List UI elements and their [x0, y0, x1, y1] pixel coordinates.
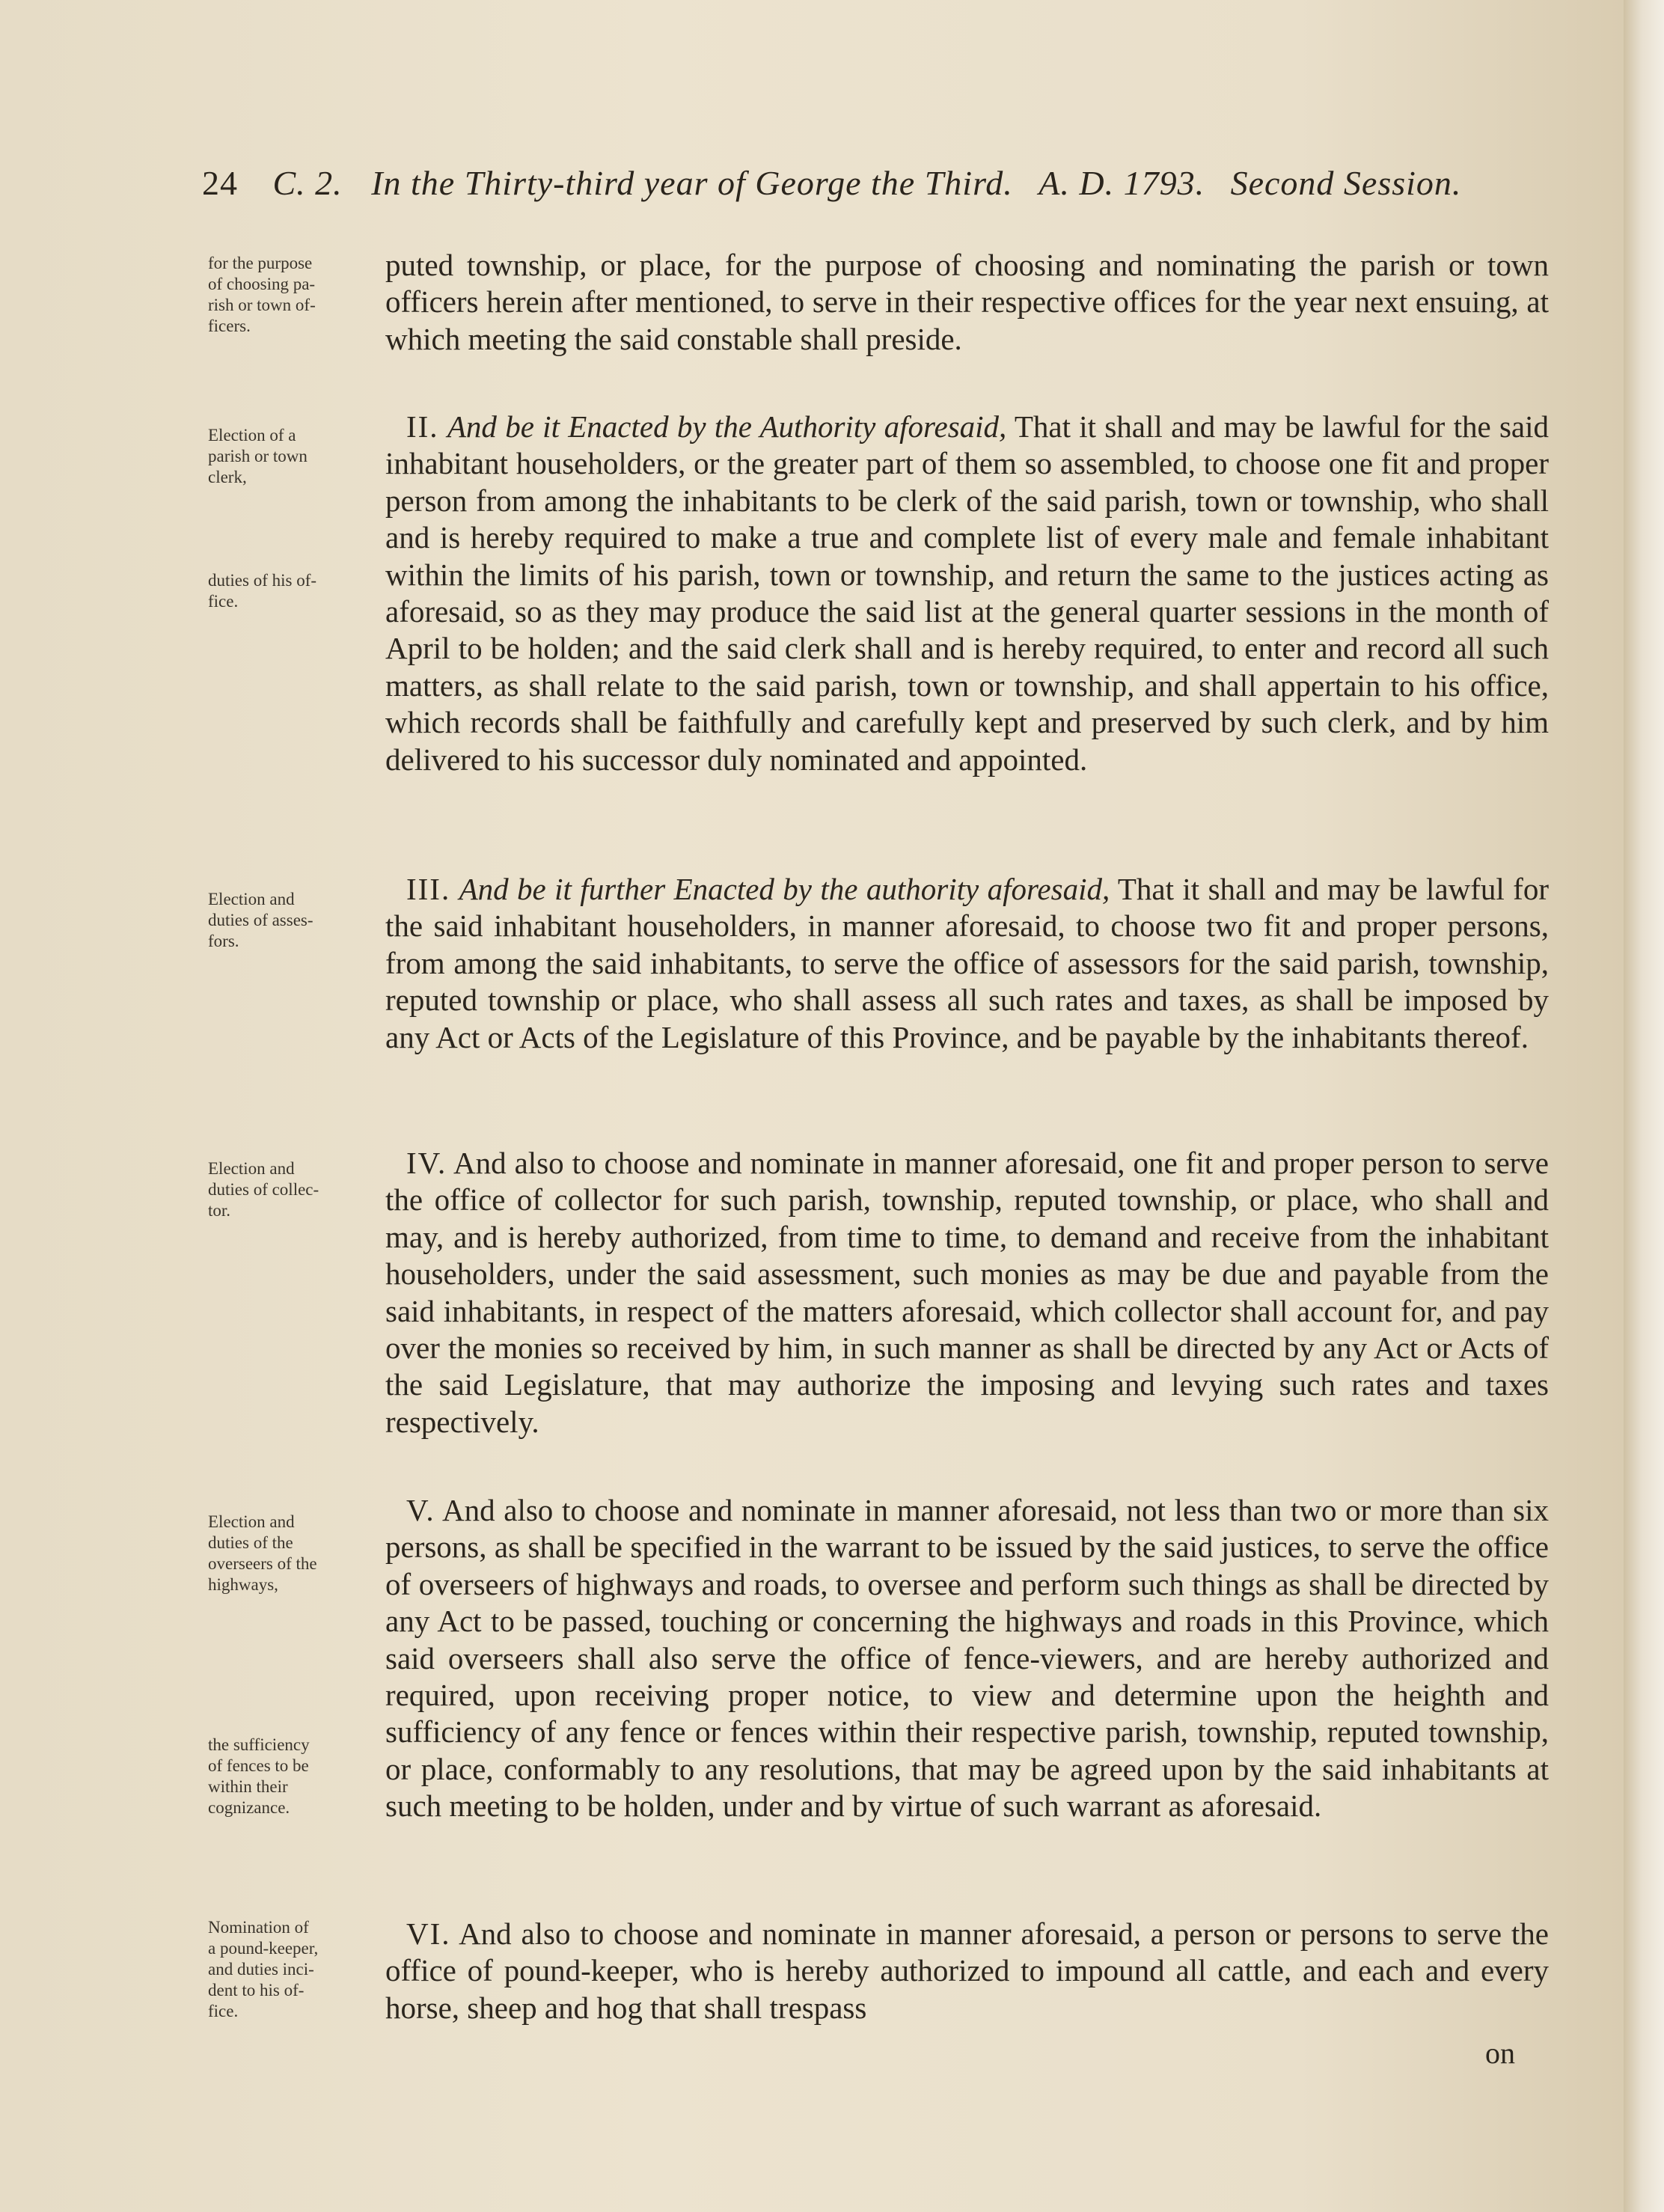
section-text: That it shall and may be lawful for the said inhabitant householders, or the greater part of them so assembled, to choose one fit and proper person from among the inhabitants to be clerk of the said parish, town or township, who shall and is hereby required to make a true and complete list of every male and female inhabitant within the limits of his parish, town or township, and return the same to the justices acting as aforesaid, so as they may produce the said list at the general quarter sessions in the month of April to be holden; and the said clerk shall and is hereby required, to enter and record all such matters, as shall relate to the said parish, town or township, and shall appertain to his office, which records shall be faithfully and carefully kept and preserved by such clerk, and by him delivered to his successor duly nominated and appointed. — [385, 409, 1549, 777]
margin-note-collector: Election and duties of collec- tor. — [208, 1159, 319, 1220]
section-5 — [385, 1492, 1549, 1825]
paragraph-text: puted township, or place, for the purpose of choosing and nominating the parish or town officers herein after mentioned, to serve in their respective offices for the year next ensuing, at which meeting the said constable shall preside. — [385, 248, 1549, 356]
section-number: II. — [406, 409, 439, 444]
section-4 — [385, 1145, 1549, 1440]
section-2 — [385, 409, 1549, 778]
section-number: III. — [406, 872, 451, 906]
header-session: Second Session. — [1230, 164, 1462, 202]
section-text: And also to choose and nominate in manner aforesaid, a person or persons to serve the office of pound-keeper, who is hereby authorized to impound all cattle, and each and every horse, sheep and hog that shall trespass — [385, 1916, 1549, 2025]
enacting-clause: And be it further Enacted by the authority aforesaid, — [459, 872, 1110, 906]
section-3 — [385, 871, 1549, 1056]
margin-note-clerk-election: Election of a parish or town clerk, — [208, 426, 308, 486]
paragraph-continuation — [385, 247, 1549, 358]
section-text: That it shall and may be lawful for the said inhabitant householders, in manner aforesaid, to choose two fit and proper persons, from among the said inhabitants, to serve the office of assessors for the said parish, township, reputed township or place, who shall assess all such rates and taxes, as shall be imposed by any Act or Acts of the Legislature of this Province, and be payable by the inhabitants thereof. — [385, 872, 1549, 1054]
header-year: A. D. 1793. — [1039, 164, 1205, 202]
margin-note-pound-keeper: Nomination of a pound-keeper, and duties inci- dent to his of- fice. — [208, 1918, 319, 2020]
section-number: IV. — [406, 1146, 447, 1180]
margin-note-overseers: Election and duties of the overseers of the highways, — [208, 1512, 317, 1594]
chapter-number: C. 2. — [272, 164, 343, 202]
section-number: VI. — [406, 1916, 451, 1951]
margin-note-assessors: Election and duties of asses- fors. — [208, 890, 313, 950]
section-number: V. — [406, 1493, 435, 1527]
section-6 — [385, 1916, 1549, 2026]
page-number: 24 — [202, 164, 238, 202]
running-header — [202, 163, 1549, 203]
page-edge — [1624, 0, 1664, 2212]
catchword: on — [1485, 2036, 1515, 2070]
section-text: And also to choose and nominate in manner aforesaid, one fit and proper person to serve the office of collector for such parish, township, reputed township, or place, who shall and may, and is hereby authorized, from time to time, to demand and receive from the inhabitant householders, under the said assessment, such monies as may be due and payable from the said inhabitants, in respect of the matters aforesaid, which collector shall account for, and pay over the monies so received by him, in such manner as shall be directed by any Act or Acts of the said Legislature, that may authorize the imposing and levying such rates and taxes respectively. — [385, 1146, 1549, 1439]
margin-note-clerk-duties: duties of his of- fice. — [208, 571, 317, 611]
margin-note-fences: the sufficiency of fences to be within their cognizance. — [208, 1735, 310, 1817]
enacting-clause: And be it Enacted by the Authority aforesaid, — [447, 409, 1007, 444]
section-text: And also to choose and nominate in manner aforesaid, not less than two or more than six persons, as shall be specified in the warrant to be issued by the said justices, to serve the office of overseers of highways and roads, to oversee and perform such things as shall be directed by any Act to be passed, touching or concerning the highways and roads in this Province, which said overseers shall also serve the office of fence-viewers, and are hereby authorized and required, upon receiving proper notice, to view and determine upon the heighth and sufficiency of any fence or fences within their respective parish, township, reputed township, or place, conformably to any resolutions, that may be agreed upon by the said inhabitants at such meeting to be holden, under and by virtue of such warrant as aforesaid. — [385, 1493, 1549, 1824]
margin-note-purpose: for the purpose of choosing pa- rish or town of- ficers. — [208, 254, 316, 335]
header-title: In the Thirty-third year of George the Third. — [371, 164, 1013, 202]
